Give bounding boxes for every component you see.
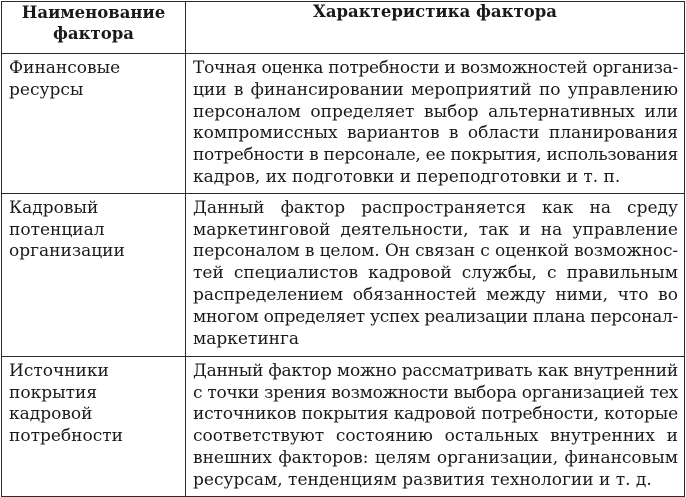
factor-description-cell xyxy=(186,54,685,194)
factor-description-line: источников покрытия кадровой потребности, которые xyxy=(193,404,678,425)
factor-description-line: Точная оценка потребности и возможностей организа- xyxy=(193,58,678,78)
factor-name-line: покрытия xyxy=(9,382,98,403)
column-header-factor-description xyxy=(186,2,685,54)
factor-description-line: распределением обязанностей между ними, что во xyxy=(193,284,678,305)
factor-description-line: маркетинга xyxy=(193,328,300,349)
header-line: Наименование xyxy=(21,3,166,22)
factor-description-line: соответствуют состоянию остальных внутренних и xyxy=(193,426,678,447)
factor-name-line: потенциал xyxy=(9,219,105,240)
factor-description-line: тей специалистов кадровой службы, с правильным xyxy=(193,263,678,284)
factor-description-line: Данный фактор можно рассматривать как внутренний xyxy=(193,360,678,381)
factor-description-line: многом определяет успех реализации плана персонал- xyxy=(193,306,678,327)
factor-name-line: организации xyxy=(9,241,125,262)
factor-description-line: компромиссных вариантов в области планирования xyxy=(193,123,678,144)
factor-description-line: потребности в персонале, ее покрытия, использования xyxy=(193,145,678,166)
factor-description-line: Данный фактор распространяется как на среду xyxy=(193,197,678,218)
factor-name-line: Финансовые xyxy=(9,58,121,78)
factor-description-cell xyxy=(186,193,685,356)
table-header-row xyxy=(2,2,685,54)
factor-name-line: кадровой xyxy=(9,404,93,425)
factor-description-line: персоналом в целом. Он связан с оценкой возможнос- xyxy=(193,241,678,262)
factor-description-line: ции в финансировании мероприятий по управлению xyxy=(193,79,678,100)
factor-description-line: персоналом определяет выбор альтернативных или xyxy=(193,101,678,122)
factor-name-line: Кадровый xyxy=(9,197,99,218)
factor-name-line: ресурсы xyxy=(9,79,84,100)
table-row xyxy=(2,54,685,194)
factor-description-line: ресурсам, тенденциям развития технологии и т. д. xyxy=(193,469,652,490)
table-row xyxy=(2,356,685,496)
header-line: Характеристика фактора xyxy=(313,2,557,21)
factor-description-line: с точки зрения возможности выбора организацией тех xyxy=(193,382,678,403)
column-header-factor-name xyxy=(2,2,186,54)
table-row xyxy=(2,193,685,356)
factors-table xyxy=(1,1,685,497)
factor-name-line: Источники xyxy=(9,360,109,381)
factor-description-line: внешних факторов: целям организации, финансовым xyxy=(193,447,678,468)
factor-description-line: кадров, их подготовки и переподготовки и т. п. xyxy=(193,166,621,187)
factor-description-line: маркетинговой деятельности, так и на управление xyxy=(193,219,678,240)
header-line: фактора xyxy=(53,24,134,43)
factor-description-cell xyxy=(186,356,685,496)
factor-name-cell xyxy=(2,356,186,496)
factor-name-cell xyxy=(2,54,186,194)
factor-name-line: потребности xyxy=(9,426,123,447)
factor-name-cell xyxy=(2,193,186,356)
